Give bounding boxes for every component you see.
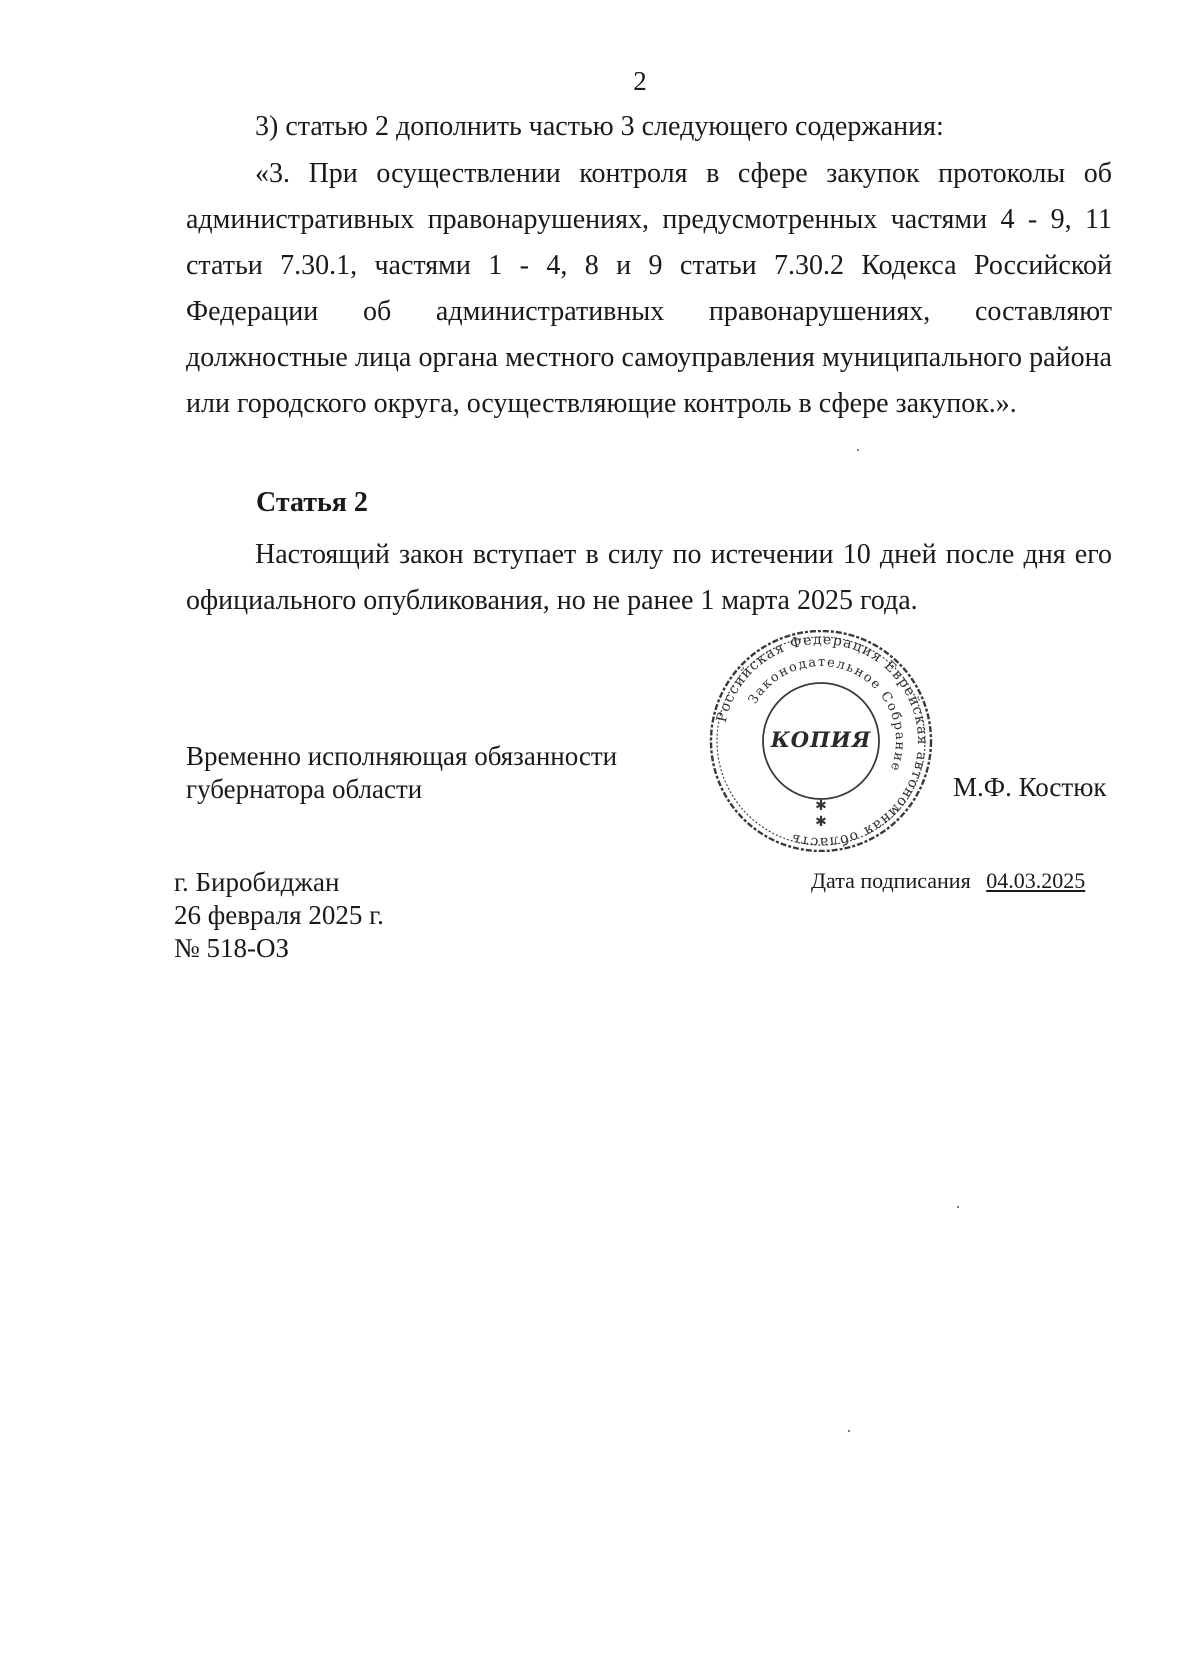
amendment-item: 3) статью 2 дополнить частью 3 следующего содержания: bbox=[255, 111, 944, 142]
svg-text:✱: ✱ bbox=[815, 798, 827, 814]
signing-date-value: 04.03.2025 bbox=[986, 868, 1086, 893]
seal-center-word: КОПИЯ bbox=[770, 727, 872, 752]
signatory-name: М.Ф. Костюк bbox=[953, 772, 1107, 802]
adoption-date: 26 февраля 2025 г. bbox=[174, 900, 384, 930]
scan-speck bbox=[848, 1430, 850, 1432]
article-heading: Статья 2 bbox=[256, 487, 368, 518]
law-number: № 518-ОЗ bbox=[174, 933, 290, 963]
document-details bbox=[174, 866, 384, 965]
svg-text:✱: ✱ bbox=[815, 814, 827, 830]
article-text: Настоящий закон вступает в силу по истечении 10 дней после дня его официального опубликования, но не ранее 1 марта 2025 года. bbox=[186, 539, 1112, 616]
city: г. Биробиджан bbox=[174, 867, 340, 897]
signatory-title-line-1: Временно исполняющая обязанности bbox=[186, 741, 618, 771]
signatory-title-line-2: губернатора области bbox=[186, 774, 423, 804]
seal-outer-text: Российская Федерация Еврейская автономная область bbox=[713, 631, 931, 851]
seal-inner-text: Законодательное Собрание bbox=[745, 654, 908, 775]
scan-speck bbox=[957, 1206, 959, 1208]
scan-speck bbox=[857, 449, 859, 451]
page-number: 2 bbox=[633, 66, 647, 96]
signatory-title bbox=[186, 740, 617, 806]
official-seal bbox=[705, 630, 937, 852]
amendment-quote: «3. При осуществлении контроля в сфере закупок протоколы об административных правонарушениях, предусмотренных частями 4 - 9, 11 статьи 7.30.1, частями 1 - 4, 8 и 9 статьи 7.30.2 Кодекса Российской Федерации об административных правонарушениях, составляют должностные лица органа местного самоуправления муниципального района или городского округа, осуществляющие контроль в сфере закупок.». bbox=[186, 158, 1112, 419]
signing-date bbox=[811, 868, 1085, 894]
signing-date-label: Дата подписания bbox=[811, 868, 971, 893]
